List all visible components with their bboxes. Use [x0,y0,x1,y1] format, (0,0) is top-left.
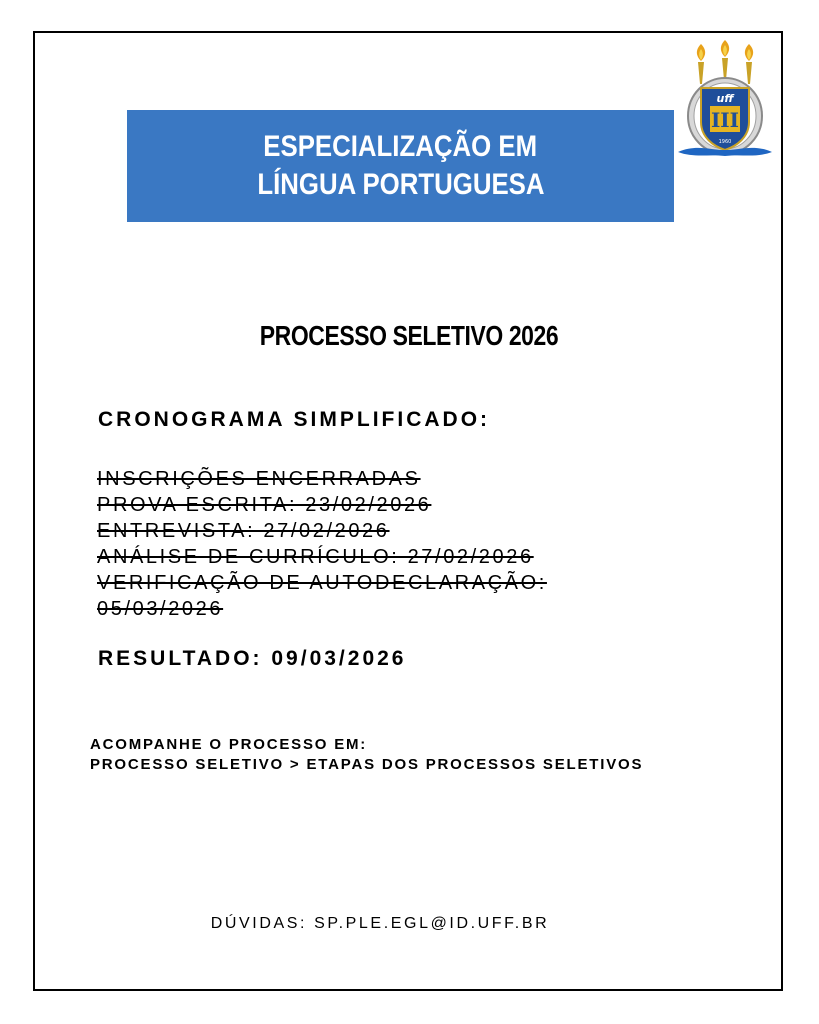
result-date: RESULTADO: 09/03/2026 [98,647,407,670]
founding-year-text: 1960 [718,139,732,145]
page-title: PROCESSO SELETIVO 2026 [260,320,559,351]
schedule-item-interview: ENTREVISTA: 27/02/2026 [97,520,390,542]
torch-icon [697,44,705,84]
banner-line-1: ESPECIALIZAÇÃO EM [263,130,538,163]
schedule-heading: CRONOGRAMA SIMPLIFICADO: [98,408,491,431]
schedule-item-cv-analysis: ANÁLISE DE CURRÍCULO: 27/02/2026 [97,546,534,568]
torch-icon [745,44,753,84]
schedule-item-registrations: INSCRIÇÕES ENCERRADAS [97,468,421,490]
uff-crest-logo [676,40,774,164]
follow-process-note [90,735,643,775]
follow-line-1: ACOMPANHE O PROCESSO EM: [90,736,368,753]
follow-line-2: PROCESSO SELETIVO > ETAPAS DOS PROCESSOS SELETIVOS [90,756,644,773]
schedule-item-self-declaration-date: 05/03/2026 [97,598,224,620]
schedule-item-self-declaration: VERIFICAÇÃO DE AUTODECLARAÇÃO: [97,572,547,594]
torch-icon [721,40,729,80]
course-banner [127,110,674,222]
schedule-list [97,466,637,622]
banner-line-2: LÍNGUA PORTUGUESA [256,168,545,201]
roman-numeral-text: III [710,108,740,132]
schedule-item-written-exam: PROVA ESCRITA: 23/02/2026 [97,494,432,516]
uff-logo-text: uff [716,92,734,105]
contact-email: DÚVIDAS: SP.PLE.EGL@ID.UFF.BR [210,915,550,932]
